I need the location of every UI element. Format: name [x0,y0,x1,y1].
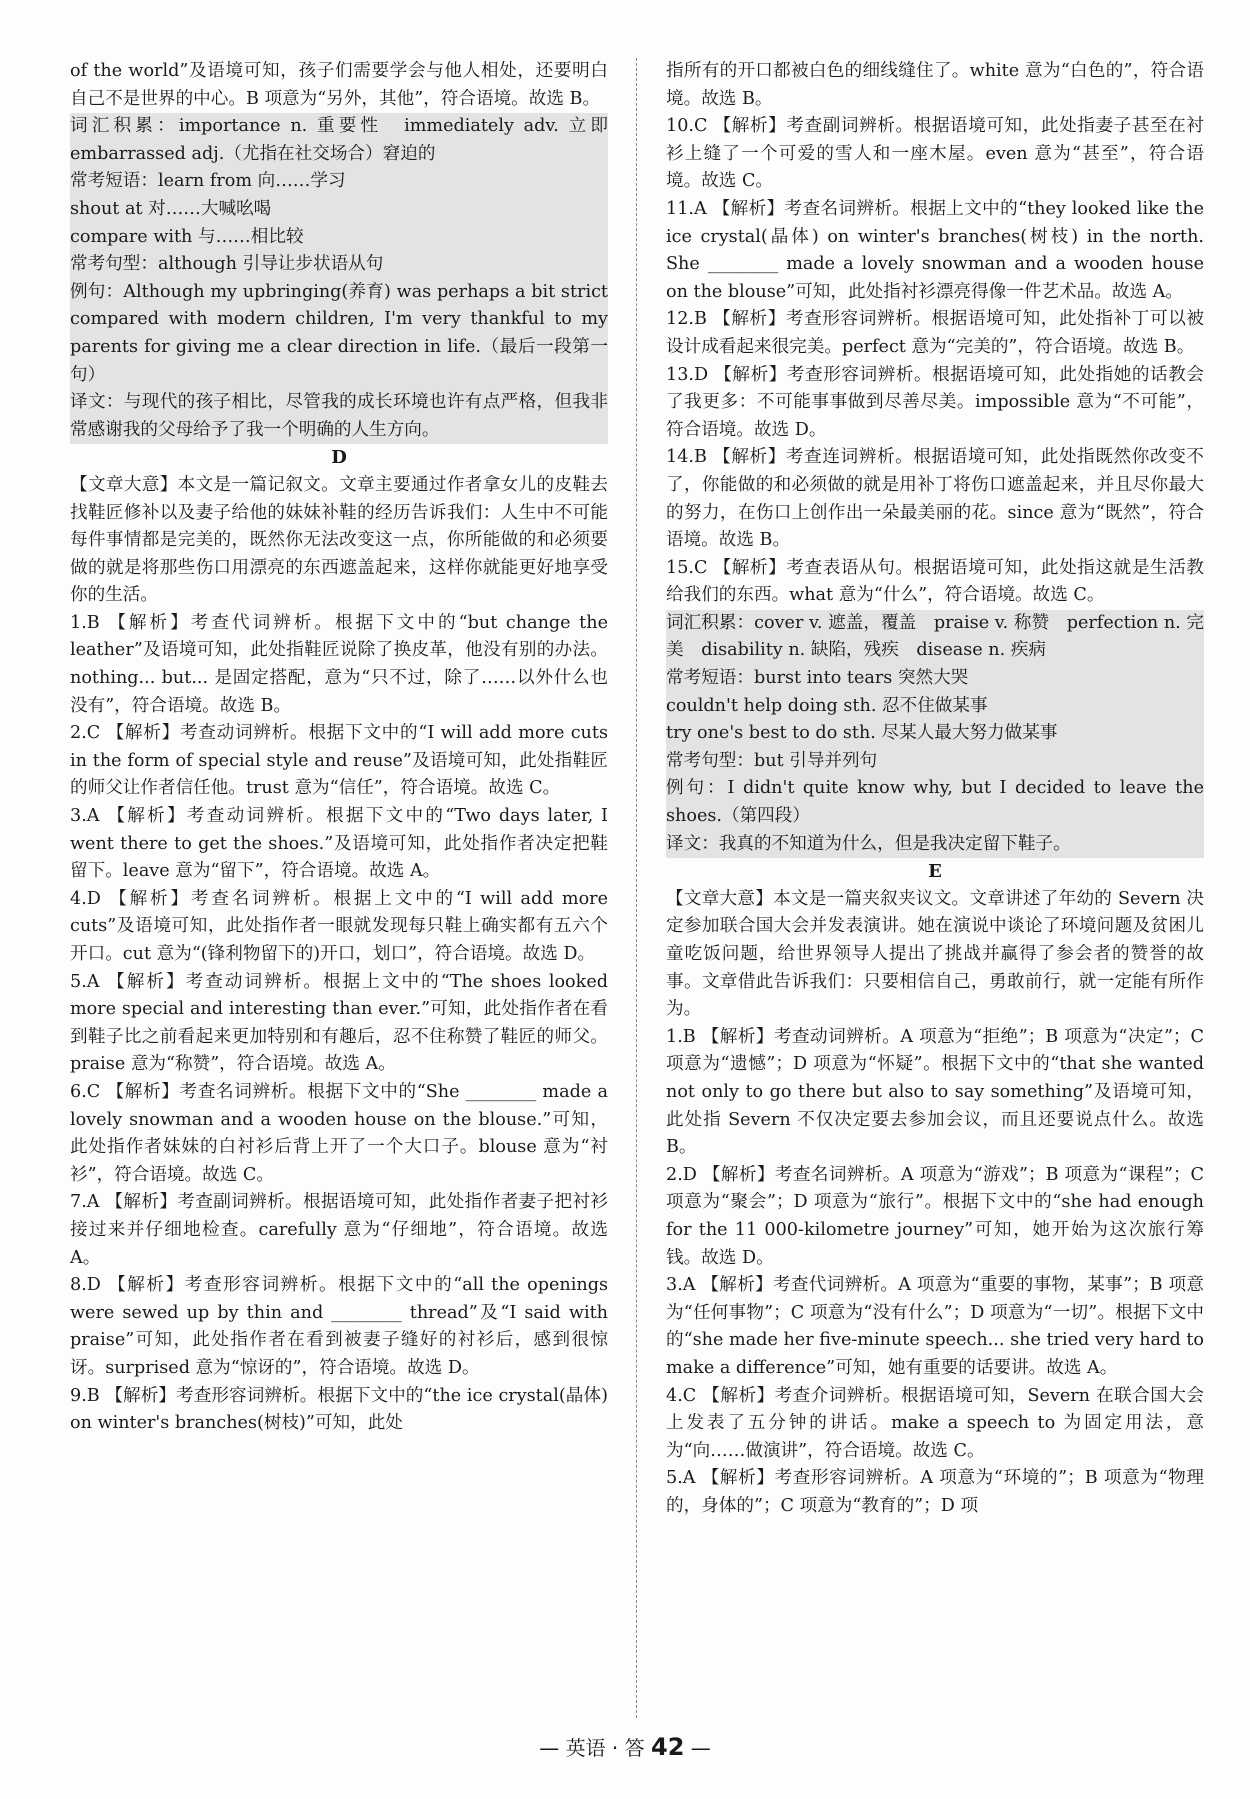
example-sentence: 例句：Although my upbringing(养育) was perhaps a bit strict compared with modern children, I'm very thankful to my parents for giving me a clear direction in life.（最后一段第一句） [70,279,608,389]
answer-item: 5.A 【解析】考查动词辨析。根据上文中的“The shoes looked more special and interesting than ever.”可知，此处指作者在看到鞋子比之前看起来更加特别和有趣后，忍不住称赞了鞋匠的师父。praise 意为“称赞”，符合语境。故选 A。 [70,971,608,1075]
answer-item: 4.C 【解析】考查介词辨析。根据语境可知，Severn 在联合国大会上发表了五分钟的讲话。make a speech to 为固定用法，意为“向……做演讲”，符合语境。故选 C。 [666,1385,1204,1461]
answer-item: 2.D 【解析】考查名词辨析。A 项意为“游戏”；B 项意为“课程”；C 项意为“聚会”；D 项意为“旅行”。根据下文中的“she had enough for the 11 000-kilometre journey”可知，她开始为这次旅行筹钱。故选 D。 [666,1164,1204,1268]
answer-item: 7.A 【解析】考查副词辨析。根据语境可知，此处指作者妻子把衬衫接过来并仔细地检查。carefully 意为“仔细地”，符合语境。故选 A。 [70,1192,608,1268]
answer-item: 11.A 【解析】考查名词辨析。根据上文中的“they looked like the ice crystal(晶体) on winter's branches(树枝) in the north. She ________ made a lovely snowman and a wooden house on the blouse”可知，此处指衬衫漂亮得像一件艺术品。故选 A。 [666,198,1204,302]
translation: 译文：我真的不知道为什么，但是我决定留下鞋子。 [666,831,1204,859]
section-heading: D [331,447,347,469]
answer-item: 9.B 【解析】考查形容词辨析。根据下文中的“the ice crystal(晶体) on winter's branches(树枝)”可知，此处 [70,1385,608,1434]
footer-label: — 英语 · 答 [539,1736,652,1760]
page-footer [0,1732,1250,1761]
summary-paragraph: 【文章大意】本文是一篇记叙文。文章主要通过作者拿女儿的皮鞋去找鞋匠修补以及妻子给他的妹妹补鞋的经历告诉我们：人生中不可能每件事情都是完美的，既然你无法改变这一点，你所能做的和必须要做的就是将那些伤口用漂亮的东西遮盖起来，这样你就能更好地享受你的生活。 [70,474,608,606]
vocabulary-note: 词汇积累：importance n. 重要性 immediately adv. 立即 embarrassed adj.（尤指在社交场合）窘迫的 [70,113,608,168]
phrase-note: 常考短语：learn from 向……学习 [70,168,608,196]
column-divider [636,58,638,1718]
footer-suffix: — [684,1736,711,1760]
vocabulary-note: 词汇积累：cover v. 遮盖，覆盖 praise v. 称赞 perfection n. 完美 disability n. 缺陷，残疾 disease n. 疾病 [666,610,1204,665]
section-heading: E [928,861,942,883]
answer-item: 15.C 【解析】考查表语从句。根据语境可知，此处指这就是生活教给我们的东西。what 意为“什么”，符合语境。故选 C。 [666,557,1204,606]
answer-item: 14.B 【解析】考查连词辨析。根据语境可知，此处指既然你改变不了，你能做的和必须做的就是用补丁将伤口遮盖起来，并且尽你最大的努力，在伤口上创作出一朵最美丽的花。since 意为“既然”，符合语境。故选 B。 [666,447,1204,551]
example-sentence: 例句：I didn't quite know why, but I decided to leave the shoes.（第四段） [666,775,1204,830]
answer-item: 12.B 【解析】考查形容词辨析。根据语境可知，此处指补丁可以被设计成看起来很完美。perfect 意为“完美的”，符合语境。故选 B。 [666,309,1204,357]
answer-item: 1.B 【解析】考查动词辨析。A 项意为“拒绝”；B 项意为“决定”；C 项意为“遗憾”；D 项意为“怀疑”。根据下文中的“that she wanted not only to go there but also to say something”及语境可知，此处指 Severn 不仅决定要去参加会议，而且还要说点什么。故选 B。 [666,1026,1204,1158]
sentence-pattern-note: 常考句型：although 引导让步状语从句 [70,251,608,279]
paragraph: of the world”及语境可知，孩子们需要学会与他人相处，还要明白自己不是世界的中心。B 项意为“另外，其他”，符合语境。故选 B。 [70,61,608,109]
answer-item: 6.C 【解析】考查名词辨析。根据下文中的“She ________ made a lovely snowman and a wooden house on the blouse.”可知，此处指作者妹妹的白衬衫后背上开了一个大口子。blouse 意为“衬衫”，符合语境。故选 C。 [70,1081,608,1185]
phrase-note: couldn't help doing sth. 忍不住做某事 [666,693,1204,721]
paragraph: 指所有的开口都被白色的细线缝住了。white 意为“白色的”，符合语境。故选 B。 [666,61,1204,109]
page-number: 42 [651,1733,685,1761]
answer-item: 13.D 【解析】考查形容词辨析。根据语境可知，此处指她的话教会了我更多：不可能事事做到尽善尽美。impossible 意为“不可能”，符合语境。故选 D。 [666,364,1204,440]
answer-item: 3.A 【解析】考查代词辨析。A 项意为“重要的事物，某事”；B 项意为“任何事物”；C 项意为“没有什么”；D 项意为“一切”。根据下文中的“she made her five-minute speech... she tried very hard to make a difference”可知，她有重要的话要讲。故选 A。 [666,1275,1204,1378]
answer-item: 2.C 【解析】考查动词辨析。根据下文中的“I will add more cuts in the form of special style and reuse”及语境可知，此处指鞋匠的师父让作者信任他。trust 意为“信任”，符合语境。故选 C。 [70,723,608,799]
answer-item: 3.A 【解析】考查动词辨析。根据下文中的“Two days later, I went there to get the shoes.”及语境可知，此处指作者决定把鞋留下。leave 意为“留下”，符合语境。故选 A。 [70,806,608,882]
right-column [666,58,1204,1520]
phrase-note: shout at 对……大喊吆喝 [70,196,608,224]
answer-item: 5.A 【解析】考查形容词辨析。A 项意为“环境的”；B 项意为“物理的，身体的”；C 项意为“教育的”；D 项 [666,1468,1204,1516]
phrase-note: compare with 与……相比较 [70,224,608,252]
answer-item: 8.D 【解析】考查形容词辨析。根据下文中的“all the openings were sewed up by thin and ________ thread”及“I said with praise”可知，此处指作者在看到被妻子缝好的衬衫后，感到很惊讶。surprised 意为“惊讶的”，符合语境。故选 D。 [70,1275,608,1378]
sentence-pattern-note: 常考句型：but 引导并列句 [666,748,1204,776]
phrase-note: 常考短语：burst into tears 突然大哭 [666,665,1204,693]
answer-item: 1.B 【解析】考查代词辨析。根据下文中的“but change the leather”及语境可知，此处指鞋匠说除了换皮革，他没有别的办法。nothing... but... 是固定搭配，意为“只不过，除了……以外什么也没有”，符合语境。故选 B。 [70,612,608,716]
left-column [70,58,626,1438]
translation: 译文：与现代的孩子相比，尽管我的成长环境也许有点严格，但我非常感谢我的父母给予了我一个明确的人生方向。 [70,389,608,444]
answer-item: 4.D 【解析】考查名词辨析。根据上文中的“I will add more cuts”及语境可知，此处指作者一眼就发现每只鞋上确实都有五六个开口。cut 意为“(锋利物留下的)开口，划口”，符合语境。故选 D。 [70,888,608,964]
summary-paragraph: 【文章大意】本文是一篇夹叙夹议文。文章讲述了年幼的 Severn 决定参加联合国大会并发表演讲。她在演说中谈论了环境问题及贫困儿童吃饭问题，给世界领导人提出了挑战并赢得了参会者的赞誉的故事。文章借此告诉我们：只要相信自己，勇敢前行，就一定能有所作为。 [666,888,1204,1020]
phrase-note: try one's best to do sth. 尽某人最大努力做某事 [666,720,1204,748]
answer-item: 10.C 【解析】考查副词辨析。根据语境可知，此处指妻子甚至在衬衫上缝了一个可爱的雪人和一座木屋。even 意为“甚至”，符合语境。故选 C。 [666,116,1204,192]
